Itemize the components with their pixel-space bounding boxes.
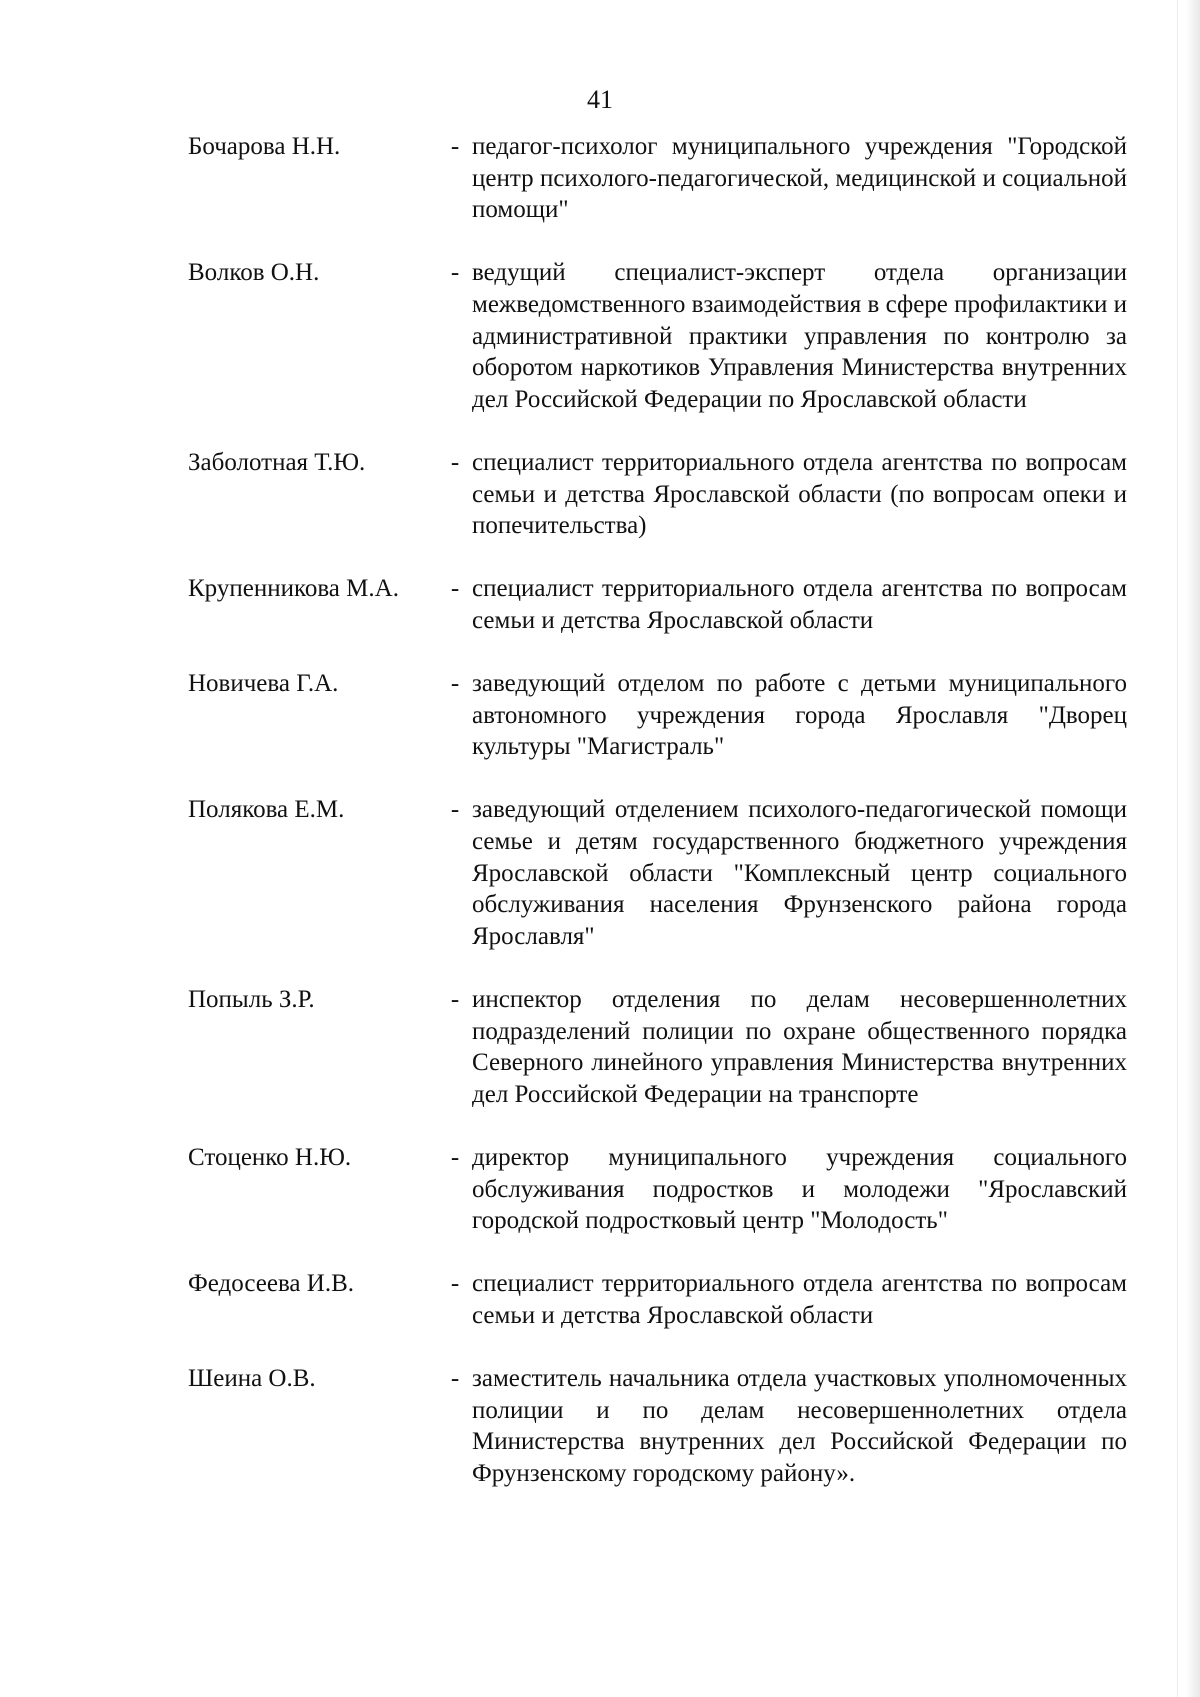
list-entry xyxy=(188,447,1128,542)
separator-dash: - xyxy=(450,986,460,1014)
member-name: Новичева Г.А. xyxy=(188,670,339,698)
page-edge-shadow xyxy=(1186,0,1200,1697)
member-name: Крупенникова М.А. xyxy=(188,575,399,603)
page-number: 41 xyxy=(587,85,613,114)
separator-dash: - xyxy=(450,796,460,824)
separator-dash: - xyxy=(450,1270,460,1298)
separator-dash: - xyxy=(450,259,460,287)
member-position: заведующий отделом по работе с детьми муниципального автономного учреждения города Ярославля "Дворец культуры "Магистраль" xyxy=(472,670,1127,761)
list-entry xyxy=(188,257,1128,415)
member-position: директор муниципального учреждения социального обслуживания подростков и молодежи "Ярославский городской подростковый центр "Молодость" xyxy=(472,1144,1127,1235)
list-entry xyxy=(188,1142,1128,1237)
member-position: педагог-психолог муниципального учреждения "Городской центр психолого-педагогической, медицинской и социальной помощи" xyxy=(472,133,1127,224)
scan-artifact-line xyxy=(1177,0,1178,1697)
list-entry xyxy=(188,984,1128,1110)
list-entry xyxy=(188,794,1128,952)
member-position: заместитель начальника отдела участковых уполномоченных полиции и по делам несовершеннолетних отдела Министерства внутренних дел Российской Федерации по Фрунзенскому городскому району». xyxy=(472,1365,1127,1487)
list-entry xyxy=(188,1363,1128,1489)
member-name: Стоценко Н.Ю. xyxy=(188,1144,352,1171)
separator-dash: - xyxy=(450,1365,460,1393)
member-position: специалист территориального отдела агентства по вопросам семьи и детства Ярославской области xyxy=(472,575,1127,634)
separator-dash: - xyxy=(450,448,460,476)
member-name: Заболотная Т.Ю. xyxy=(188,448,366,476)
member-name: Полякова Е.М. xyxy=(188,796,345,824)
member-position: заведующий отделением психолого-педагогической помощи семье и детям государственного бюджетного учреждения Ярославской области "Комплексный центр социального обслуживания населения Фрунзенского района города Ярославля" xyxy=(472,796,1127,950)
member-name: Волков О.Н. xyxy=(188,259,320,287)
member-name: Шеина О.В. xyxy=(188,1365,316,1393)
member-name: Бочарова Н.Н. xyxy=(188,133,341,160)
separator-dash: - xyxy=(450,670,460,698)
member-position: специалист территориального отдела агентства по вопросам семьи и детства Ярославской области xyxy=(472,1270,1127,1329)
list-entry xyxy=(188,1268,1128,1331)
member-position: инспектор отделения по делам несовершеннолетних подразделений полиции по охране общественного порядка Северного линейного управления Министерства внутренних дел Российской Федерации на транспорте xyxy=(472,986,1127,1108)
list-entry xyxy=(188,668,1128,763)
list-entry xyxy=(188,131,1128,226)
separator-dash: - xyxy=(450,575,460,603)
member-name: Федосеева И.В. xyxy=(188,1270,355,1298)
list-entry xyxy=(188,573,1128,636)
separator-dash: - xyxy=(450,1144,460,1171)
member-position: ведущий специалист-эксперт отдела организации межведомственного взаимодействия в сфере профилактики и административной практики управления по контролю за оборотом наркотиков Управления Министерства внутренних дел Российской Федерации по Ярославской области xyxy=(472,259,1127,413)
separator-dash: - xyxy=(450,133,460,160)
member-position: специалист территориального отдела агентства по вопросам семьи и детства Ярославской области (по вопросам опеки и попечительства) xyxy=(472,448,1127,540)
member-name: Попыль З.Р. xyxy=(188,986,315,1014)
member-list xyxy=(188,131,1128,1521)
